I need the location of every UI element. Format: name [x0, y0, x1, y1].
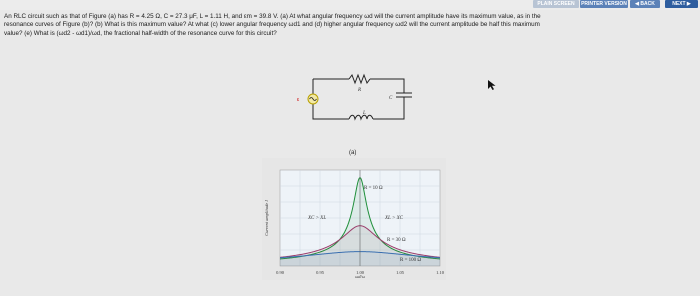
back-button[interactable]: ◀ BACK	[630, 0, 660, 8]
annotation-xl-gt-xc: XL > XC	[385, 216, 404, 221]
problem-statement	[4, 13, 696, 38]
annotation-r10: R = 10 Ω	[364, 186, 383, 191]
annotation-xc-gt-xl: XC > XL	[308, 216, 327, 221]
next-button[interactable]: NEXT ▶	[665, 0, 698, 8]
x-tick-label: 1.10	[436, 270, 444, 275]
inductor-symbol	[349, 115, 373, 119]
problem-line-3: value? (e) What is (ωd2 - ωd1)/ωd, the fractional half-width of the resonance curve for this circuit?	[4, 29, 277, 37]
emf-label: ε	[297, 97, 300, 103]
inductor-label: L	[363, 111, 366, 116]
x-tick-label: 0.90	[276, 270, 284, 275]
y-axis-label: Current amplitude I	[264, 200, 269, 236]
printer-version-button[interactable]: PRINTER VERSION	[581, 1, 627, 7]
rlc-circuit-diagram	[291, 69, 421, 139]
capacitor-label: C	[389, 96, 393, 101]
mouse-cursor-icon	[487, 79, 497, 91]
x-axis-label: ωd/ω	[355, 274, 365, 279]
annotation-r30: R = 30 Ω	[387, 238, 406, 243]
resonance-chart	[262, 158, 446, 280]
plain-screen-button[interactable]: PLAIN SCREEN	[533, 0, 579, 8]
resistor-symbol	[349, 75, 370, 83]
x-tick-label: 0.95	[316, 270, 324, 275]
figure-a-caption: (a)	[349, 150, 357, 156]
x-tick-label: 1.05	[396, 270, 404, 275]
annotation-r100: R = 100 Ω	[400, 258, 422, 263]
problem-line-1: An RLC circuit such as that of Figure (a) has R = 4.25 Ω, C = 27.3 μF, L = 1.11 H, and εm = 39.8 V. (a) At what angular frequency ωd will the current amplitude have its maximum value, as in the	[4, 13, 541, 20]
resistor-label: R	[358, 88, 362, 93]
problem-line-2: resonance curves of Figure (b)? (b) What is this maximum value? At what (c) lower angular frequency ωd1 and (d) higher angular frequency ωd2 will the current amplitude be half this maximum	[4, 21, 540, 29]
x-tick-label: 1.00	[356, 270, 364, 275]
